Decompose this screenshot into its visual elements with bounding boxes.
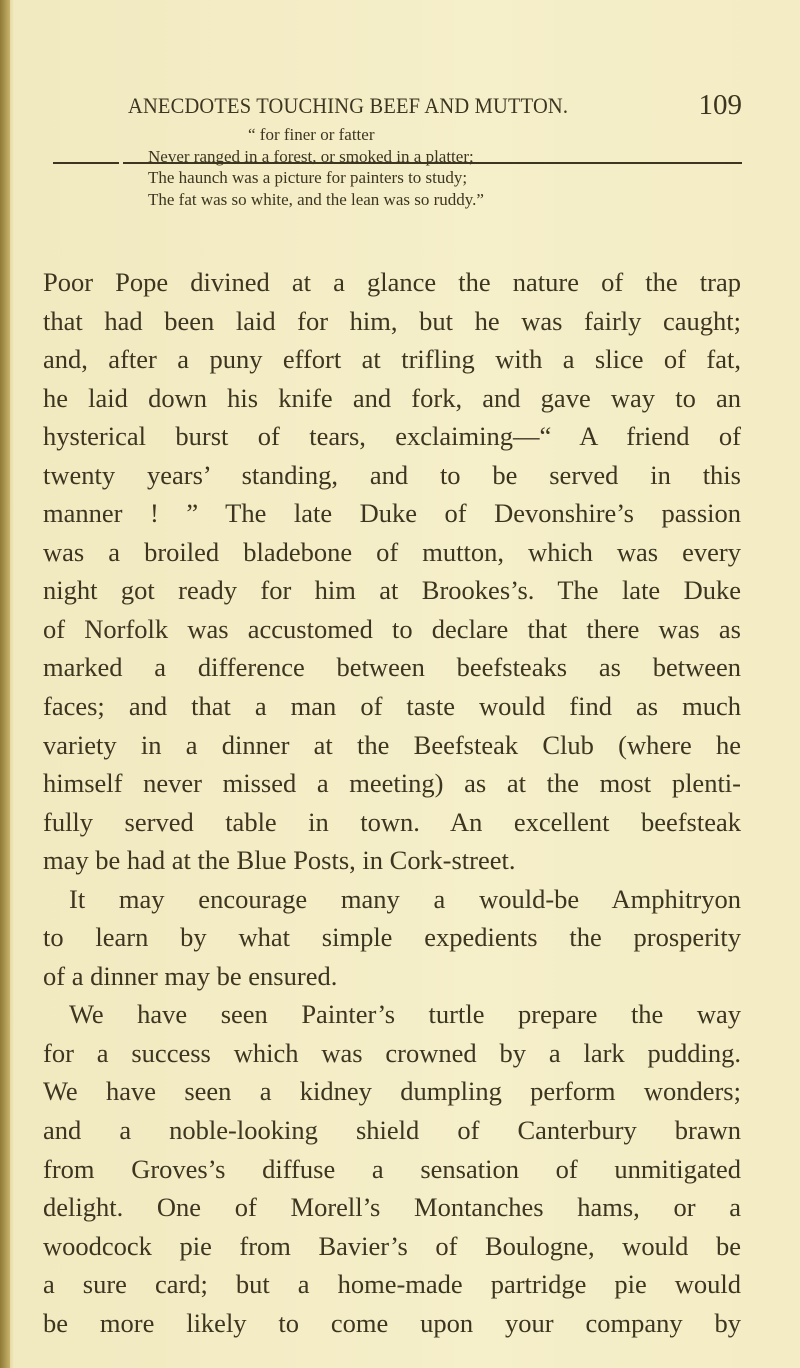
header-rule-short — [53, 162, 119, 164]
text-line: he laid down his knife and fork, and gave way to an — [43, 382, 741, 413]
text-line: a sure card; but a home-made partridge pie would — [43, 1269, 741, 1300]
text-line: woodcock pie from Bavier’s of Boulogne, would be — [43, 1230, 741, 1261]
text-line: night got ready for him at Brookes’s. The late Duke — [43, 575, 741, 606]
running-head: ANECDOTES TOUCHING BEEF AND MUTTON. — [128, 93, 569, 118]
body-text — [43, 263, 741, 1342]
text-line: Poor Pope divined at a glance the nature of the trap — [43, 267, 741, 297]
text-line: and a noble-looking shield of Canterbury brawn — [43, 1115, 741, 1146]
text-line: was a broiled bladebone of mutton, which was every — [43, 536, 741, 567]
text-line: fully served table in town. An excellent beefsteak — [43, 806, 741, 837]
text-line: of a dinner may be ensured. — [43, 960, 338, 991]
poem-quotation — [148, 124, 484, 210]
text-line: be more likely to come upon your company by — [43, 1307, 741, 1338]
text-line: twenty years’ standing, and to be served in this — [43, 459, 741, 490]
text-line: for a success which was crowned by a lark pudding. — [43, 1037, 741, 1068]
poem-line: The haunch was a picture for painters to study; — [148, 168, 468, 187]
text-line: himself never missed a meeting) as at the most plenti- — [43, 768, 741, 799]
text-line: variety in a dinner at the Beefsteak Club (where he — [43, 729, 741, 760]
text-line: that had been laid for him, but he was fairly caught; — [43, 305, 741, 336]
book-binding-edge — [0, 0, 10, 1368]
text-line: from Groves’s diffuse a sensation of unmitigated — [43, 1153, 741, 1184]
text-line: marked a difference between beefsteaks as between — [43, 652, 741, 683]
text-line: delight. One of Morell’s Montanches hams, or a — [43, 1192, 741, 1223]
text-line: and, after a puny effort at trifling with a slice of fat, — [43, 344, 741, 375]
poem-line: “ for finer or fatter — [248, 125, 375, 144]
poem-line: Never ranged in a forest, or smoked in a platter; — [148, 146, 474, 166]
text-line: of Norfolk was accustomed to declare that there was as — [43, 613, 741, 644]
poem-line: The fat was so white, and the lean was so ruddy.” — [148, 189, 484, 209]
text-line: may be had at the Blue Posts, in Cork-street. — [43, 845, 516, 876]
text-line: We have seen Painter’s turtle prepare the way — [69, 999, 741, 1030]
page-header — [128, 89, 742, 127]
text-line: It may encourage many a would-be Amphitryon — [69, 883, 741, 914]
text-line: to learn by what simple expedients the prosperity — [43, 922, 741, 953]
text-line: hysterical burst of tears, exclaiming—“ A friend of — [43, 421, 741, 452]
page-number: 109 — [698, 89, 742, 121]
text-line: We have seen a kidney dumpling perform wonders; — [43, 1076, 741, 1107]
text-line: manner ! ” The late Duke of Devonshire’s passion — [43, 498, 741, 529]
text-line: faces; and that a man of taste would find as much — [43, 691, 741, 722]
